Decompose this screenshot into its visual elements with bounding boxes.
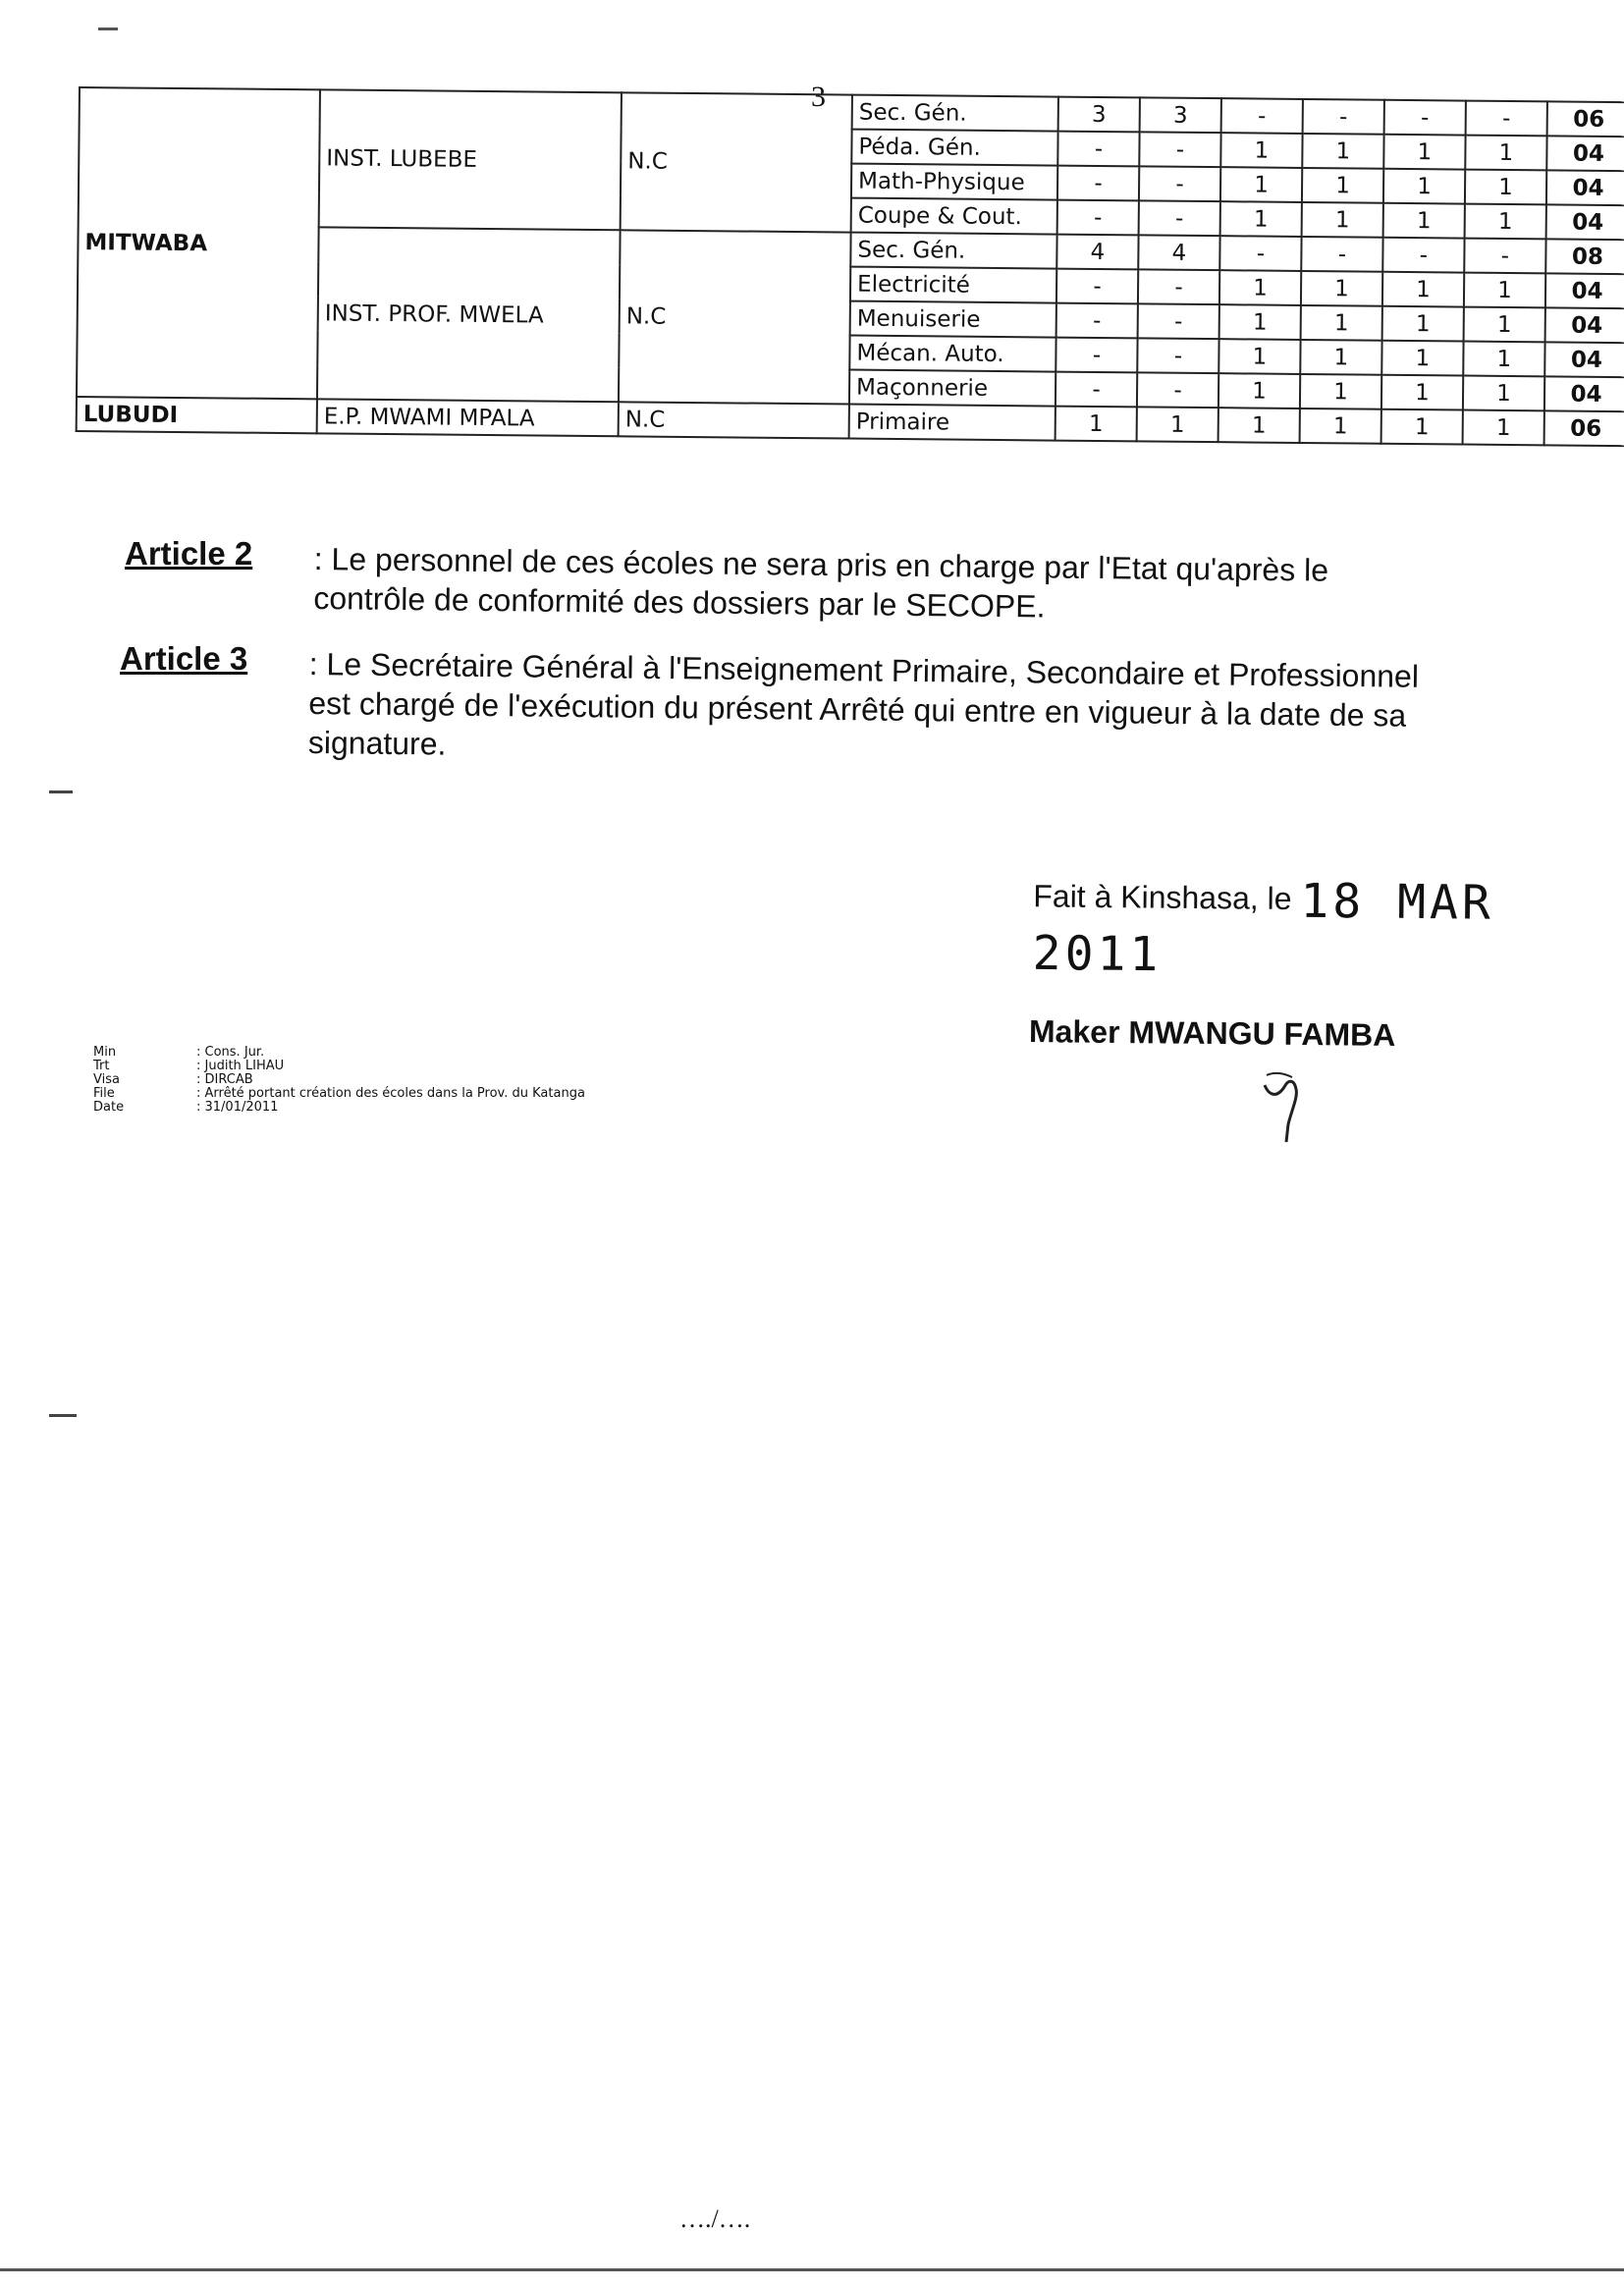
meta-key: Date [93, 1100, 125, 1115]
count-cell: - [1221, 98, 1303, 134]
count-cell: 1 [1302, 202, 1383, 238]
date-stamp: 18 MAR 2011 [1032, 873, 1495, 983]
count-cell: 1 [1220, 167, 1302, 202]
option-cell: Coupe & Cout. [851, 198, 1057, 235]
count-cell: - [1466, 101, 1547, 136]
count-cell: 1 [1300, 409, 1381, 444]
count-cell: 4 [1056, 235, 1138, 270]
total-cell: 04 [1546, 136, 1624, 171]
scan-speck [49, 1414, 77, 1417]
meta-value: : DIRCAB [196, 1072, 253, 1087]
option-cell: Péda. Gén. [851, 130, 1057, 166]
school-cell: E.P. MWAMI MPALA [317, 399, 619, 436]
option-cell: Mécan. Auto. [849, 336, 1056, 372]
total-cell: 04 [1546, 204, 1624, 240]
total-cell: 04 [1544, 376, 1624, 411]
count-cell: 1 [1218, 373, 1300, 409]
count-cell: - [1382, 238, 1464, 273]
count-cell: - [1057, 132, 1139, 167]
count-cell: - [1139, 200, 1220, 236]
status-cell: N.C [621, 92, 852, 232]
option-cell: Menuiserie [850, 301, 1056, 338]
count-cell: 1 [1218, 339, 1300, 374]
count-cell: 1 [1218, 408, 1300, 443]
count-cell: - [1219, 236, 1301, 271]
count-cell: 1 [1382, 272, 1464, 307]
option-cell: Sec. Gén. [850, 233, 1056, 269]
meta-value: : Cons. Jur. [196, 1045, 265, 1060]
count-cell: 1 [1465, 204, 1546, 240]
count-cell: - [1464, 239, 1545, 274]
meta-value: : Arrêté portant création des écoles dans la Prov. du Katanga [196, 1086, 585, 1101]
count-cell: 1 [1463, 376, 1544, 411]
count-cell: 1 [1383, 169, 1465, 204]
total-cell: 08 [1545, 239, 1624, 274]
count-cell: - [1139, 132, 1220, 167]
article-2-text: : Le personnel de ces écoles ne sera pris en charge par l'Etat qu'après le contrôle de conformité des dossiers par le SECOPE. [313, 540, 1329, 625]
meta-value: : Judith LIHAU [196, 1059, 285, 1073]
option-cell: Maçonnerie [849, 370, 1056, 407]
option-cell: Electricité [850, 267, 1056, 303]
schools-table-body [77, 87, 1624, 446]
option-cell: Primaire [849, 405, 1056, 441]
count-cell: - [1138, 269, 1219, 304]
continuation-mark: …./…. [679, 2205, 751, 2233]
count-cell: - [1056, 372, 1137, 408]
count-cell: - [1056, 269, 1138, 304]
page-number: 3 [811, 81, 826, 113]
signatory-name: Maker MWANGU FAMBA [1028, 1013, 1396, 1053]
count-cell: 1 [1381, 341, 1463, 376]
total-cell: 04 [1544, 342, 1624, 377]
total-cell: 04 [1545, 307, 1624, 343]
school-cell: INST. LUBEBE [319, 89, 622, 230]
meta-key: Visa [93, 1072, 120, 1087]
article-2-label: Article 2 [125, 535, 253, 572]
count-cell: 1 [1464, 307, 1545, 343]
article-3-text: : Le Secrétaire Général à l'Enseignement Primaire, Secondaire et Professionnel est chargé de l'exécution du présent Arrêté qui entre en vigueur à la date de sa signature. [307, 645, 1420, 762]
count-cell: - [1057, 200, 1139, 236]
meta-value: : 31/01/2011 [196, 1100, 279, 1115]
count-cell: 3 [1058, 97, 1140, 133]
option-cell: Math-Physique [851, 164, 1057, 200]
count-cell: 1 [1300, 340, 1381, 375]
count-cell: 1 [1465, 136, 1546, 171]
count-cell: 3 [1140, 97, 1221, 133]
meta-key: File [93, 1086, 115, 1101]
total-cell: 04 [1546, 170, 1624, 205]
count-cell: 1 [1463, 342, 1544, 377]
count-cell: 1 [1382, 306, 1464, 342]
article-3-label: Article 3 [120, 640, 248, 677]
locality-cell: LUBUDI [77, 397, 317, 433]
scan-edge-line [0, 2268, 1624, 2271]
count-cell: - [1056, 338, 1137, 373]
count-cell: - [1057, 166, 1139, 201]
count-cell: 4 [1138, 235, 1219, 270]
scan-speck [98, 27, 118, 30]
status-cell: N.C [619, 230, 851, 404]
count-cell: - [1139, 166, 1220, 201]
locality-cell: MITWABA [77, 87, 320, 399]
count-cell: - [1303, 99, 1384, 135]
count-cell: 1 [1381, 375, 1463, 410]
count-cell: - [1137, 372, 1218, 408]
total-cell: 04 [1545, 273, 1624, 308]
status-cell: N.C [619, 402, 849, 438]
count-cell: 1 [1056, 407, 1137, 442]
count-cell: 1 [1300, 374, 1381, 409]
count-cell: 1 [1137, 407, 1218, 442]
count-cell: 1 [1383, 203, 1465, 239]
count-cell: - [1384, 100, 1466, 136]
place-date-text: Fait à Kinshasa, le [1033, 878, 1292, 917]
count-cell: - [1056, 303, 1138, 339]
scan-speck [49, 790, 73, 793]
count-cell: 1 [1302, 168, 1383, 203]
count-cell: 1 [1301, 305, 1382, 341]
signature-mark [1255, 1065, 1324, 1149]
meta-key: Trt [93, 1059, 110, 1073]
count-cell: 1 [1302, 134, 1383, 169]
count-cell: 1 [1465, 170, 1546, 205]
count-cell: 1 [1220, 201, 1302, 237]
count-cell: - [1301, 237, 1382, 272]
option-cell: Sec. Gén. [852, 95, 1058, 132]
count-cell: - [1138, 303, 1219, 339]
count-cell: 1 [1383, 135, 1465, 170]
schools-table [76, 86, 1624, 447]
schools-table-wrapper [75, 86, 1605, 478]
count-cell: - [1137, 338, 1218, 373]
count-cell: 1 [1220, 133, 1302, 168]
school-cell: INST. PROF. MWELA [317, 227, 621, 402]
count-cell: 1 [1219, 270, 1301, 305]
count-cell: 1 [1464, 273, 1545, 308]
place-date [1032, 871, 1624, 987]
total-cell: 06 [1544, 410, 1624, 446]
count-cell: 1 [1301, 271, 1382, 306]
total-cell: 06 [1547, 101, 1624, 136]
document-meta [93, 1046, 585, 1115]
count-cell: 1 [1219, 304, 1301, 340]
count-cell: 1 [1463, 410, 1544, 446]
meta-key: Min [93, 1045, 117, 1060]
count-cell: 1 [1381, 409, 1463, 445]
